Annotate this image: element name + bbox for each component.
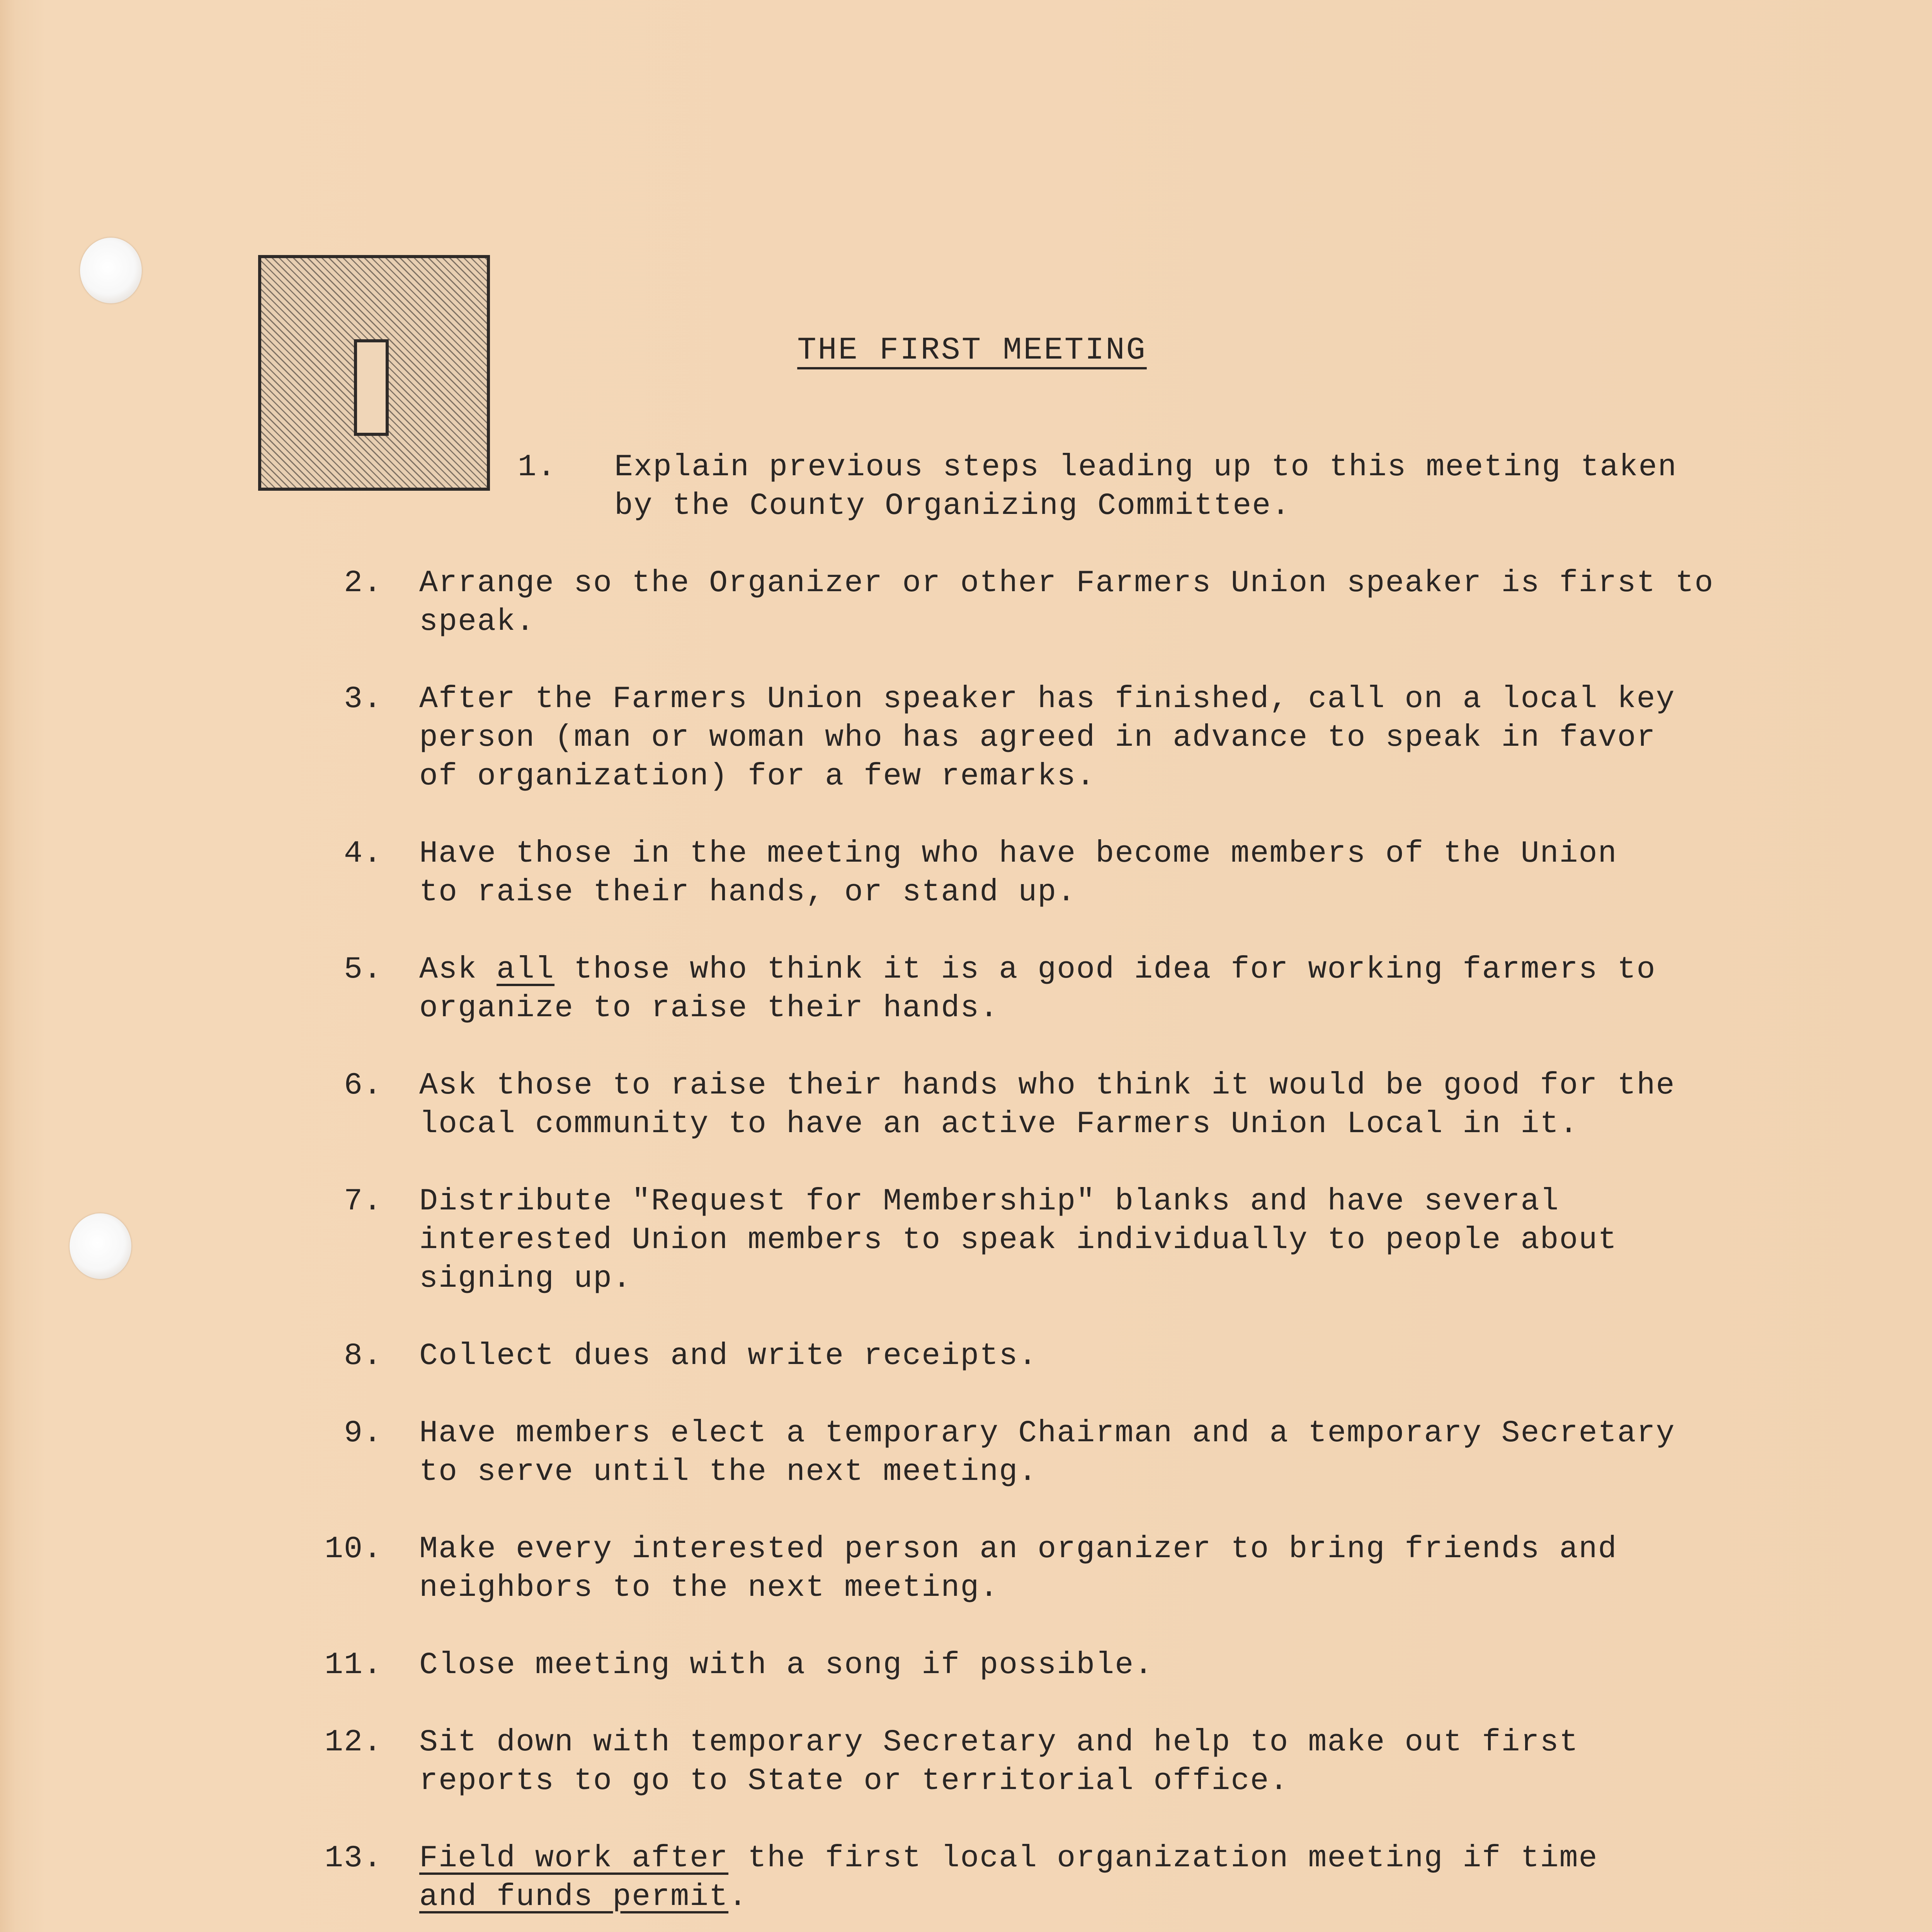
punch-hole-middle — [70, 1213, 131, 1279]
punch-hole-top — [80, 238, 142, 303]
item-number: 3. — [344, 682, 383, 717]
item-number: 2. — [344, 566, 383, 601]
item-text: Have those in the meeting who have become members of the Union to raise their hands, or stand up. — [419, 836, 1617, 910]
item-number: 13. — [324, 1841, 383, 1876]
item-number: 11. — [324, 1648, 383, 1683]
item-number: 8. — [344, 1338, 383, 1374]
item-number: 4. — [344, 836, 383, 871]
item-text: Explain previous steps leading up to this meeting taken by the County Organizing Committee. — [614, 450, 1677, 524]
emphasis-underline: all — [497, 952, 555, 987]
emphasis-underline: and funds permit — [419, 1879, 729, 1915]
item-number: 7. — [344, 1184, 383, 1219]
page-title: THE FIRST MEETING — [797, 332, 1147, 368]
item-text-rest: the first local organization meeting if time — [728, 1841, 1598, 1876]
item-text — [419, 1839, 1926, 1917]
item-text-end: . — [728, 1879, 748, 1915]
item-text: Have members elect a temporary Chairman and a temporary Secretary to serve until the next meeting. — [419, 1416, 1675, 1490]
item-text-start: Ask — [419, 952, 497, 987]
item-text-rest: those who think it is a good idea for working farmers to organize to raise their hands. — [419, 952, 1656, 1026]
chapter-logo — [258, 255, 490, 491]
item-number: 5. — [344, 952, 383, 987]
item-text: Distribute "Request for Membership" blanks and have several interested Union members to speak individually to people about signing up. — [419, 1184, 1617, 1296]
item-text: Make every interested person an organizer to bring friends and neighbors to the next meeting. — [419, 1532, 1617, 1605]
item-text: Collect dues and write receipts. — [419, 1338, 1038, 1374]
item-text: After the Farmers Union speaker has finished, call on a local key person (man or woman who has agreed in advance to speak in favor of organization) for a few remarks. — [419, 682, 1675, 794]
item-number: 10. — [324, 1532, 383, 1567]
item-number: 12. — [324, 1725, 383, 1760]
item-text: Sit down with temporary Secretary and help to make out first reports to go to State or territorial office. — [419, 1725, 1579, 1799]
item-text: Ask those to raise their hands who think it would be good for the local community to have an active Farmers Union Local in it. — [419, 1068, 1675, 1142]
emphasis-underline: Field work after — [419, 1841, 729, 1876]
item-number: 9. — [344, 1416, 383, 1451]
item-number: 1. — [517, 450, 556, 485]
item-number: 6. — [344, 1068, 383, 1103]
item-text: Close meeting with a song if possible. — [419, 1648, 1154, 1683]
item-text — [419, 951, 1926, 1028]
item-text: Arrange so the Organizer or other Farmers Union speaker is first to speak. — [419, 566, 1714, 639]
